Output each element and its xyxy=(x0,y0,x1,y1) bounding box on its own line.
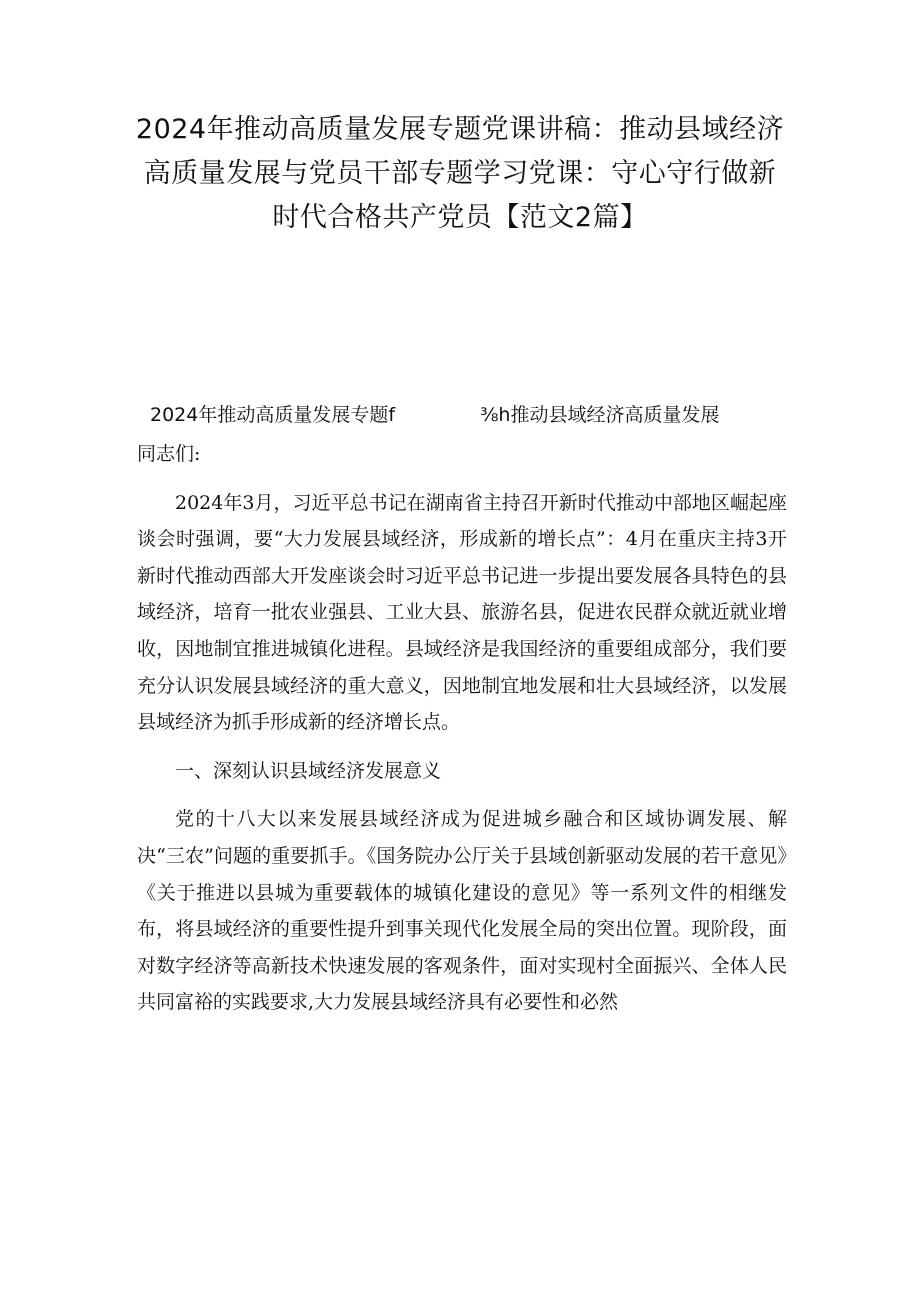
title-line-1: 2024年推动高质量发展专题党课讲稿：推动县域经济 xyxy=(135,114,785,145)
subheading-right: ⅜h推动县域经济高质量发展 xyxy=(480,404,720,426)
document-body xyxy=(137,436,787,1033)
section-subheading xyxy=(150,400,770,430)
subheading-left: 2024年推动高质量发展专题f xyxy=(150,404,396,426)
salutation: 同志们: xyxy=(137,443,201,465)
body-paragraph-1: 2024年3月，习近平总书记在湖南省主持召开新时代推动中部地区崛起座谈会时强调，要“大力发展县域经济，形成新的增长点”：4月在重庆主持3开新时代推动西部大开发座谈会时习近平总书记进一步提出要发展各具特色的县域经济，培育一批农业强县、工业大县、旅游名县，促进农民群众就近就业增收，因地制宜推进城镇化进程。县域经济是我国经济的重要组成部分，我们要充分认识发展县域经济的重大意义，因地制宜地发展和壮大县域经济，以发展县域经济为抓手形成新的经济增长点。 xyxy=(137,491,787,734)
document-title xyxy=(120,108,800,240)
section-heading-1: 一、深刻认识县域经济发展意义 xyxy=(175,759,442,782)
title-line-2: 高质量发展与党员干部专题学习党课：守心守行做新 xyxy=(143,158,777,189)
title-line-3: 时代合格共产党员【范文2篇】 xyxy=(272,202,648,233)
body-paragraph-2: 党的十八大以来发展县域经济成为促进城乡融合和区域协调发展、解决“三农”问题的重要抓手。《国务院办公厅关于县域创新驱动发展的若干意见》《关于推进以县城为重要载体的城镇化建设的意见》等一系列文件的相继发布，将县域经济的重要性提升到事关现代化发展全局的突出位置。现阶段，面对数字经济等高新技术快速发展的客观条件，面对实现村全面振兴、全体人民共同富裕的实践要求,大力发展县域经济具有必要性和必然 xyxy=(137,808,787,1014)
